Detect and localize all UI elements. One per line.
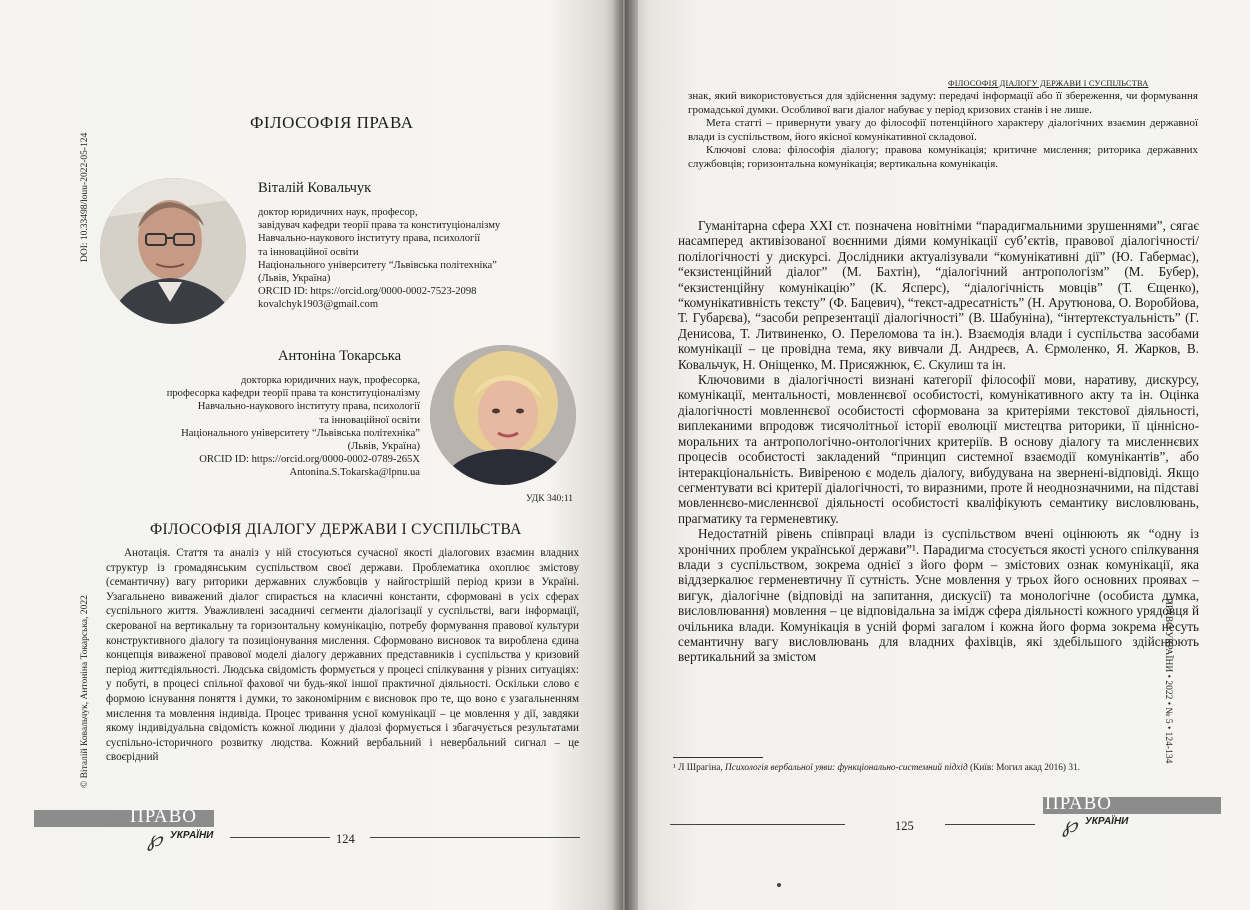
footnote-author: ¹ Л Шрагіна,: [673, 763, 723, 773]
abstract-text: Анотація. Стаття та аналіз у ній стосуються сучасної якості діалогових взаємин владних структур із громадянським суспільством своєї держави. Проблематика охоплює змістову (семантичну) вагу риторики державних службовців у найгострішій період кризи в Україні. Узагальнено виважений діалог спирається на класичні константи, сформовані в усіх сферах суспільного життя. Уважливлені засадничі сегменти діалогізації у суспільстві, ваги інформації, скерованої на вертикальну та горизонтальну комунікацію, потребу формування правової культури конструктивного діалогу та позиціонування мислення. Сформовано висновок та вироблена єдина концепція виваженої правової моделі діалогу державних представників і суспільства у кризовий період життєдіяльності. Людська свідомість формується у процесі спілкування у різних ситуаціях: у побуті, в процесі спільної фахової чи будь-якої іншої практичної діяльності. Оскільки слово є формою існування поняття і думки, то закономірним є висновок про те, що воно є узагальненням мислення та мовлення індивіда. Процес тривання усної комунікації – це мовлення у дії, завдяки якому індивідуальна свідомість кожної людини у діалозі формується і збагачується результатами суспільно-історичного розвитку людства. Кожний вербальний і невербальний сигнал – це своєрідний: [106, 547, 579, 764]
author2-name: Антоніна Токарська: [278, 348, 402, 364]
author1-line: (Львів, Україна): [258, 273, 331, 285]
footnote: [673, 763, 1080, 773]
left-page: [0, 0, 623, 910]
journal-logo-swirl-icon: ℘: [1062, 812, 1078, 837]
author1-affiliation: [258, 206, 500, 312]
author2-line: Національного університету “Львівська політехніка”: [181, 427, 420, 439]
footnote-tail: (Київ: Могил акад 2016) 31.: [970, 763, 1080, 773]
author1-line: Національного університету “Львівська політехніка”: [258, 259, 497, 271]
footer-rule-right: [945, 824, 1035, 825]
author2-line: докторка юридичних наук, професорка,: [241, 375, 420, 386]
section-title: ФІЛОСОФІЯ ПРАВА: [250, 113, 414, 132]
body-paragraph: Гуманітарна сфера XXI ст. позначена новітніми “парадигмальними зрушеннями”, сягає насамперед активізованої воєнними діями комунікації суб’єктів, правової діалогічності/полілогічності у дискурсі. Дослідники актуалізували “комунікативні дії” (Ю. Габермас), “екзистенційний діалог” (М. Бахтін), “діалогічний антропологізм” (М. Бубер), “екзистенційну комунікацію” (К. Ясперс), “діалогічність мовців” (Т. Єщенко), “комунікативність тексту” (Ф. Бацевич), “текст-адресатність” (Н. Арутюнова, О. Воробйова, Т. Губарєва), “засоби репрезентації діалогічності” (В. Шабуніна), “інтертекстуальність” (Г. Денисова, Т. Литвиненко, О. Переломова та ін.). Взаємодія влади і суспільства засобами комунікації – це провідна тема, яку вивчали Д. Андреєв, А. Єрмоленко, Я. Жарков, В. Ковальчук, Н. Оніщенко, М. Присяжнюк, Є. Скулиш та ін.: [678, 218, 1199, 372]
intro-block: [688, 90, 1198, 172]
author2-line: та інноваційної освіти: [319, 414, 420, 426]
copyright-vertical: © Віталій Ковальчук, Антоніна Токарська, 2022: [80, 595, 90, 788]
right-page: [625, 0, 1250, 910]
author2-affiliation: [120, 374, 420, 480]
keywords: Ключові слова: філософія діалогу; правова комунікація; критичне мислення; риторика державних службовців; горизонтальна комунікація; вертикальна комунікація.: [688, 144, 1198, 170]
author2-email[interactable]: Antonina.S.Tokarska@lpnu.ua: [289, 467, 420, 479]
footer-rule-right: [370, 837, 580, 838]
author1-name: Віталій Ковальчук: [258, 180, 372, 196]
footer-rule-left: [230, 837, 330, 838]
page-number: 125: [895, 819, 914, 833]
author1-line: та інноваційної освіти: [258, 246, 359, 258]
author2-photo: [430, 345, 576, 485]
main-text: [678, 218, 1199, 665]
footnote-title: Психологія вербальної уяви: функціонально-системний підхід: [725, 763, 968, 773]
page-speck: [777, 883, 781, 887]
author2-line: (Львів, Україна): [347, 441, 420, 453]
page-number: 124: [336, 832, 355, 846]
body-paragraph: Ключовими в діалогічності визнані категорії філософії мови, наративу, дискурсу, комунікації, ментальності, мовленнєвої особистості, комунікативного акту та ін. Оцінка діалогічності мовленнєвої особистості сформована за критеріями текстової діяльності, виплеканими впродовж тисячолітньої історії еволюції мистецтва риторики, її ціннісно-моральних та антропологічно-онтологічних критеріїв. В основу діалогу та мисленнєвих процесів особистості закладений “принцип системної взаємодії комунікантів”, або інтеракціональність. Вивіреною є модель діалогу, вибудувана на звернені-відповіді. Якщо сегментувати всі критерії діалогічності, то виразними, проте й неоднозначними, на підставі мовленнєво-мисленнєвої діяльності особистості кваліфікують семантику висловлювань, прагматику та герменевтику.: [678, 372, 1199, 526]
author1-orcid[interactable]: ORCID ID: https://orcid.org/0000-0002-7523-2098: [258, 286, 477, 298]
journal-logo-sub: УКРАЇНИ: [170, 830, 214, 841]
journal-logo-word: ПРАВО: [130, 806, 197, 827]
udk-code: УДК 340:11: [526, 494, 573, 504]
article-title: ФІЛОСОФІЯ ДІАЛОГУ ДЕРЖАВИ І СУСПІЛЬСТВА: [150, 521, 522, 538]
author2-line: Навчально-наукового інституту права, психології: [197, 401, 420, 413]
author1-portrait-icon: [100, 178, 246, 324]
author1-email[interactable]: kovalchyk1903@gmail.com: [258, 299, 379, 311]
author1-line: завідувач кафедри теорії права та конституціоналізму: [258, 220, 501, 232]
journal-logo-sub: УКРАЇНИ: [1085, 816, 1129, 827]
author1-line: доктор юридичних наук, професор,: [258, 207, 418, 218]
journal-logo-swirl-icon: ℘: [147, 826, 163, 851]
doi-vertical: DOI: 10.33498/louu-2022-05-124: [80, 132, 90, 262]
author1-photo: [100, 178, 246, 324]
article-goal: Мета статті – привернути увагу до філософії потенційного характеру діалогічних взаємин державної влади із суспільством, його якісної комунікативної складової.: [688, 117, 1198, 143]
journal-vertical: ПРАВО УКРАЇНИ • 2022 • № 5 • 124-134: [1163, 598, 1173, 764]
book-gutter: [612, 0, 638, 910]
intro-continuation: знак, який використовується для здійснення задуму: передачі інформації або її збереження, чи формування громадської думки. Особливої ваги діалог набуває у період кризових станів і не лише.: [688, 90, 1198, 116]
footer-rule-left: [670, 824, 845, 825]
author1-line: Навчально-наукового інституту права, психології: [258, 233, 481, 245]
author2-portrait-icon: [430, 345, 576, 485]
abstract: [106, 546, 579, 765]
author2-orcid[interactable]: ORCID ID: https://orcid.org/0000-0002-0789-265X: [199, 454, 420, 466]
footnote-rule: [673, 757, 763, 758]
author2-line: професорка кафедри теорії права та конституціоналізму: [166, 388, 420, 400]
running-head: ФІЛОСОФІЯ ДІАЛОГУ ДЕРЖАВИ І СУСПІЛЬСТВА: [948, 79, 1149, 88]
journal-logo-word: ПРАВО: [1045, 793, 1112, 814]
body-paragraph: Недостатній рівень співпраці влади із суспільством вчені оцінюють як “одну із хронічних проблем української держави”¹. Парадигма стосується якості усного спілкування влади з суспільством, зокрема однієї з його форм – змістових ознак комунікації, яка віддзеркалює герменевтичну її сутність. Усне мовлення у трьох його основних проявах – вигук, діалогічне (відповіді на запитання, дискусії) та монологічне (особиста думка, висловлювання) мовлення – це відповідальна за імідж сфера діяльності кожного урядовця й очільника влади. Комунікація в усній формі загалом і кожна його форма зокрема несуть семантичну вагу висловлювань для владних фахівців, які здебільшого здійснюють вертикальний за змістом: [678, 526, 1199, 665]
